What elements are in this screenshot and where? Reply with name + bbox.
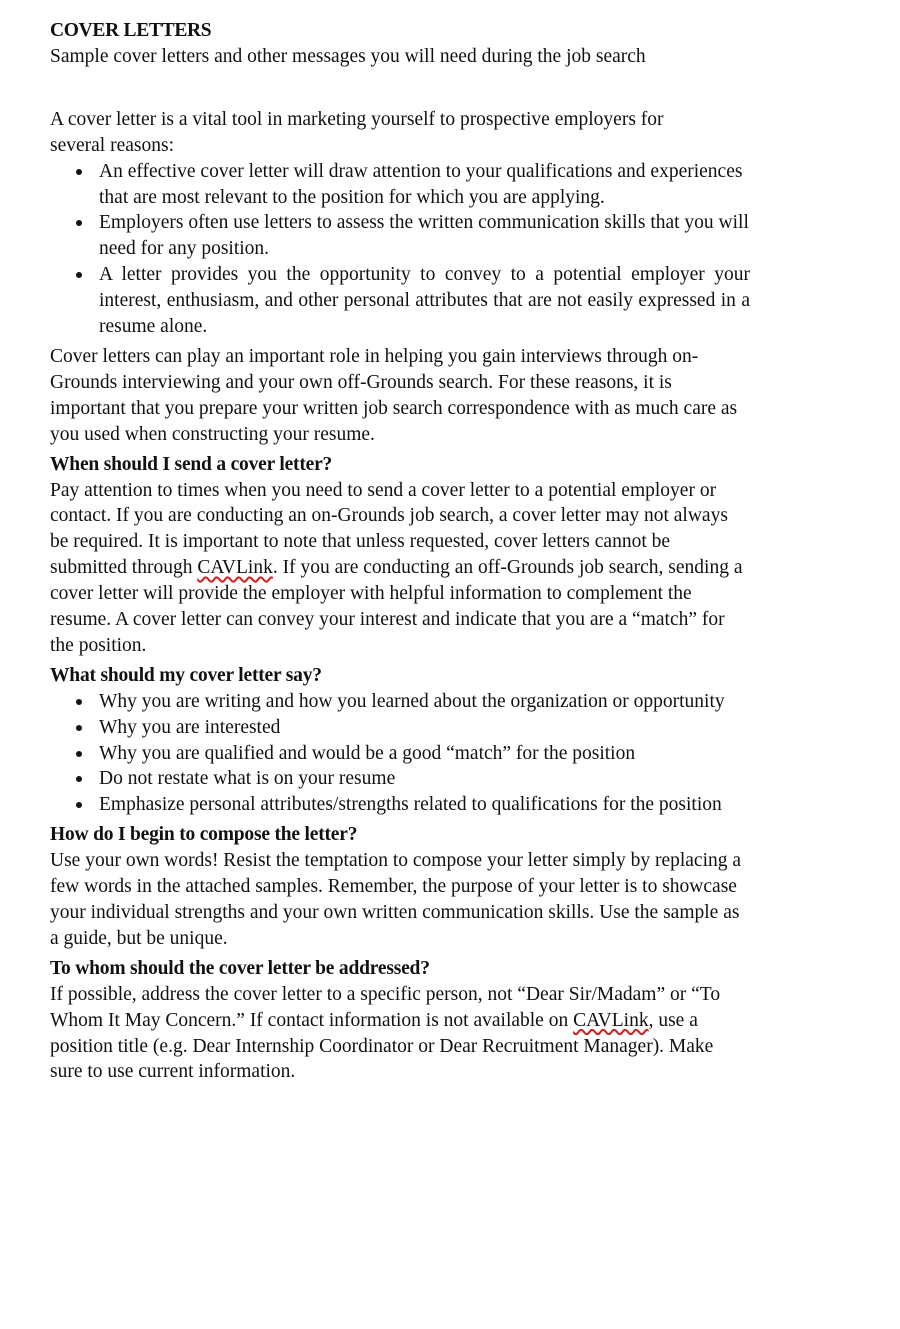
whom-text-1: If possible, address the cover letter to a specific person, not “Dear Sir/Madam” or “To Whom It May Concern.” If contact information is not available on (50, 983, 721, 1031)
list-item: Why you are qualified and would be a good “match” for the position (99, 741, 750, 767)
list-item: Why you are writing and how you learned about the organization or opportunity (99, 689, 750, 715)
list-item: A letter provides you the opportunity to convey to a potential employer your interest, enthusiasm, and other personal attributes that are not easily expressed in a resume alone. (99, 262, 750, 340)
list-item: An effective cover letter will draw attention to your qualifications and experiences that are most relevant to the position for which you are applying. (99, 159, 750, 211)
section-heading-what: What should my cover letter say? (50, 664, 322, 686)
list-item: Employers often use letters to assess the written communication skills that you will need for any position. (99, 210, 750, 262)
whom-text-2: , use a position title (e.g. Dear Internship Coordinator or Dear Recruitment Manager). Make sure to use current information. (50, 1009, 714, 1083)
intro-paragraph: A cover letter is a vital tool in marketing yourself to prospective employers for several reasons: (50, 108, 664, 156)
how-paragraph: Use your own words! Resist the temptation to compose your letter simply by replacing a few words in the attached samples. Remember, the purpose of your letter is to showcase your individual strengths and your own written communication skills. Use the sample as a guide, but be unique. (50, 850, 742, 949)
document-subtitle: Sample cover letters and other messages you will need during the job search (50, 45, 646, 67)
when-text-2: . If you are conducting an off-Grounds job search, sending a cover letter will provide the employer with helpful information to complement the resume. A cover letter can convey your interest and indicate that you are a “match” for the position. (50, 557, 743, 656)
section-heading-when: When should I send a cover letter? (50, 453, 333, 475)
document-page (50, 18, 750, 1085)
summary-paragraph: Cover letters can play an important role in helping you gain interviews through on-Grounds interviewing and your own off-Grounds search. For these reasons, it is important that you prepare your written job search correspondence with as much care as you used when constructing your resume. (50, 345, 738, 445)
cavlink-link[interactable]: CAVLink (197, 557, 273, 579)
what-list (50, 689, 750, 819)
document-title: COVER LETTERS (50, 20, 212, 41)
cavlink-link[interactable]: CAVLink (573, 1009, 649, 1031)
when-paragraph (50, 478, 750, 659)
list-item: Do not restate what is on your resume (99, 766, 750, 792)
reasons-list (50, 159, 750, 340)
section-heading-how: How do I begin to compose the letter? (50, 824, 358, 846)
list-item: Emphasize personal attributes/strengths related to qualifications for the position (99, 792, 750, 818)
whom-paragraph (50, 982, 750, 1086)
spacer (50, 70, 750, 107)
when-text-1: Pay attention to times when you need to send a cover letter to a potential employer or contact. If you are conducting an on-Grounds job search, a cover letter may not always be required. It is important to note that unless requested, cover letters cannot be submitted through (50, 479, 728, 579)
list-item: Why you are interested (99, 715, 750, 741)
section-heading-whom: To whom should the cover letter be addressed? (50, 957, 430, 979)
